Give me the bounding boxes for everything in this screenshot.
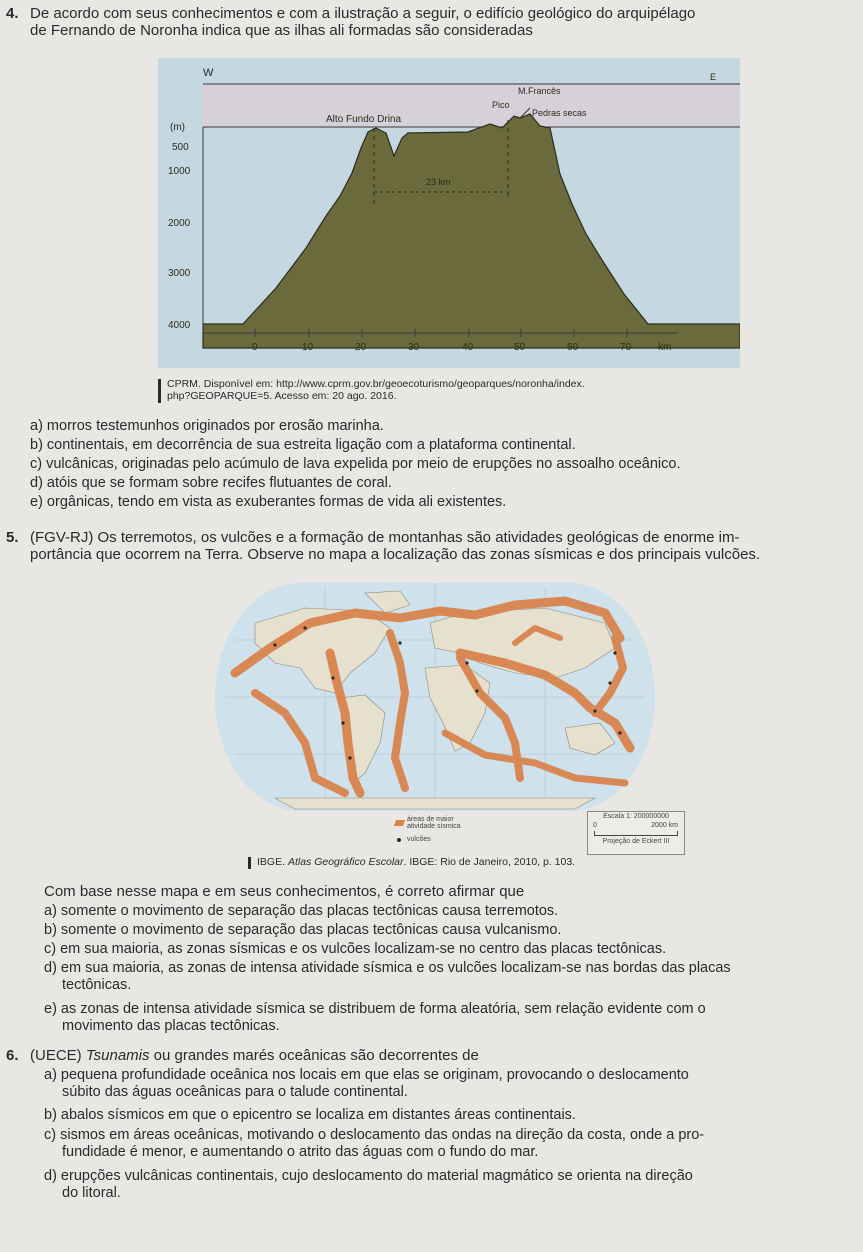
question-5-option-e[interactable]	[44, 1001, 859, 1035]
depth-label-4000: 4000	[168, 320, 191, 331]
question-5-stem-line-2: portância que ocorrem na Terra. Observe no mapa a localização das zonas sísmicas e dos principais vulcões.	[30, 546, 761, 563]
question-6-source: (UECE)	[30, 1047, 86, 1064]
distance-label-30: 30	[408, 342, 420, 353]
scale-km: 2000 km	[651, 822, 678, 829]
option-d-line-1: d) em sua maioria, as zonas de intensa atividade sísmica e os vulcões localizam-se nas bordas das placas	[44, 960, 731, 976]
option-e-line-1: e) as zonas de intensa atividade sísmica se distribuem de forma aleatória, sem relação evidente com o	[44, 1001, 706, 1017]
option-a-line-1: a) pequena profundidade oceânica nos locais em que elas se originam, provocando o deslocamento	[44, 1067, 689, 1083]
option-d-line-2: tectônicas.	[62, 977, 132, 993]
sea-level-band	[203, 84, 740, 127]
question-6-stem-rest: ou grandes marés oceânicas são decorrentes de	[149, 1047, 479, 1064]
question-4-option-c[interactable]: c) vulcânicas, originadas pelo acúmulo de lava expelida por meio de erupções no assoalho oceânico.	[30, 456, 681, 472]
option-c-line-2: fundidade é menor, e aumentando o atrito das águas com o fundo do mar.	[62, 1144, 539, 1160]
east-pacific-rise	[255, 693, 345, 793]
question-6-option-a[interactable]	[44, 1067, 859, 1101]
caption-title: Atlas Geográfico Escolar	[287, 856, 404, 868]
question-5-option-d[interactable]	[44, 960, 859, 994]
legend-volcano-label: vulcões	[407, 836, 431, 843]
span-23km-label: 23 km	[426, 177, 451, 187]
depth-label-1000: 1000	[168, 166, 191, 177]
question-6-tsunamis: Tsunamis	[85, 1047, 150, 1064]
map-drawing	[215, 583, 655, 811]
geologic-profile-figure	[158, 58, 740, 368]
caption-line-2: php?GEOPARQUE=5. Acesso em: 20 ago. 2016.	[167, 390, 397, 402]
distance-label-0: 0	[252, 342, 258, 353]
question-4-option-d[interactable]: d) atóis que se formam sobre recifes flutuantes de coral.	[30, 475, 392, 491]
east-label: E	[710, 72, 717, 82]
antarctica	[275, 798, 595, 809]
question-4-number: 4.	[6, 5, 19, 22]
scale-projection: Projeção de Eckert III	[602, 838, 670, 845]
question-4-option-e[interactable]: e) orgânicas, tendo em vista as exuberantes formas de vida ali existentes.	[30, 494, 507, 510]
west-label: W	[203, 67, 214, 79]
map-legend	[395, 816, 525, 843]
pico-label: Pico	[492, 100, 510, 110]
question-4-stem-line-2: de Fernando de Noronha indica que as ilhas ali formadas são consideradas	[30, 22, 533, 39]
legend-seismic-line-2: atividade sísmica	[407, 823, 461, 830]
option-d-line-1: d) erupções vulcânicas continentais, cujo deslocamento do material magmático se orienta na direção	[44, 1168, 693, 1184]
question-5-option-b[interactable]: b) somente o movimento de separação das placas tectônicas causa vulcanismo.	[44, 922, 562, 938]
legend-seismic	[395, 816, 525, 830]
option-c-line-1: c) sismos em áreas oceânicas, motivando o deslocamento das ondas na direção da costa, onde a pro-	[44, 1127, 705, 1143]
question-5-stem	[30, 529, 860, 563]
world-seismic-map	[215, 583, 655, 813]
scale-bar	[594, 831, 678, 836]
depth-unit-label: (m)	[170, 122, 185, 133]
caption-bar	[248, 857, 251, 869]
australia	[565, 723, 615, 755]
legend-seismic-line-1: áreas de maior	[407, 816, 454, 823]
legend-volcano	[395, 836, 525, 843]
depth-label-500: 500	[172, 142, 189, 153]
question-4-option-b[interactable]: b) continentais, em decorrência de sua estreita ligação com a plataforma continental.	[30, 437, 576, 453]
option-d-line-2: do litoral.	[62, 1185, 121, 1201]
distance-label-50: 50	[514, 342, 526, 353]
scale-ratio: Escala 1: 200000000	[603, 813, 669, 820]
distance-label-70: 70	[620, 342, 632, 353]
distance-label-10: 10	[302, 342, 314, 353]
question-6-number: 6.	[6, 1047, 19, 1064]
question-6-option-c[interactable]	[44, 1127, 859, 1161]
depth-label-2000: 2000	[168, 218, 191, 229]
question-5-number: 5.	[6, 529, 19, 546]
question-5-option-c[interactable]: c) em sua maioria, as zonas sísmicas e os vulcões localizam-se no centro das placas tectônicas.	[44, 941, 667, 957]
question-4-option-a[interactable]: a) morros testemunhos originados por erosão marinha.	[30, 418, 384, 434]
legend-volcano-dot	[397, 838, 401, 842]
scale-bar-row	[588, 820, 684, 834]
pedras-secas-label: Pedras secas	[532, 108, 587, 118]
depth-label-3000: 3000	[168, 268, 191, 279]
option-a-line-2: súbito das águas oceânicas para o talude continental.	[62, 1084, 408, 1100]
question-6-stem	[30, 1047, 479, 1064]
caption-bar	[158, 379, 161, 403]
distance-label-40: 40	[462, 342, 474, 353]
caption-author: IBGE.	[257, 856, 288, 868]
question-4-caption	[158, 378, 767, 402]
caption-line-1: CPRM. Disponível em: http://www.cprm.gov.br/geoecoturismo/geoparques/noronha/index.	[167, 378, 585, 390]
question-4-stem-line-1: De acordo com seus conhecimentos e com a ilustração a seguir, o edifício geológico do arquipélago	[30, 5, 696, 22]
question-6-option-d[interactable]	[44, 1168, 859, 1202]
distance-unit-label: km	[658, 342, 672, 353]
question-5-option-a[interactable]: a) somente o movimento de separação das placas tectônicas causa terremotos.	[44, 903, 559, 919]
question-5-stem-line-1: (FGV-RJ) Os terremotos, os vulcões e a formação de montanhas são atividades geológicas de enorme im-	[30, 529, 740, 546]
scale-zero: 0	[593, 822, 597, 829]
option-e-line-2: movimento das placas tectônicas.	[62, 1018, 280, 1034]
distance-label-20: 20	[355, 342, 367, 353]
question-5-caption	[248, 856, 757, 868]
question-6-option-b[interactable]: b) abalos sísmicos em que o epicentro se localiza em distantes áreas continentais.	[44, 1107, 576, 1123]
alto-fundo-drina-label: Alto Fundo Drina	[326, 114, 402, 125]
distance-label-60: 60	[567, 342, 579, 353]
caption-rest: . IBGE: Rio de Janeiro, 2010, p. 103.	[403, 856, 576, 868]
map-scale-box	[587, 811, 685, 855]
question-4-stem	[30, 5, 860, 39]
greenland	[365, 591, 410, 613]
question-5-intro: Com base nesse mapa e em seus conhecimentos, é correto afirmar que	[44, 883, 525, 900]
mid-atlantic-ridge	[390, 633, 405, 788]
m-frances-label: M.Francês	[518, 86, 561, 96]
legend-seismic-swatch	[394, 820, 405, 826]
